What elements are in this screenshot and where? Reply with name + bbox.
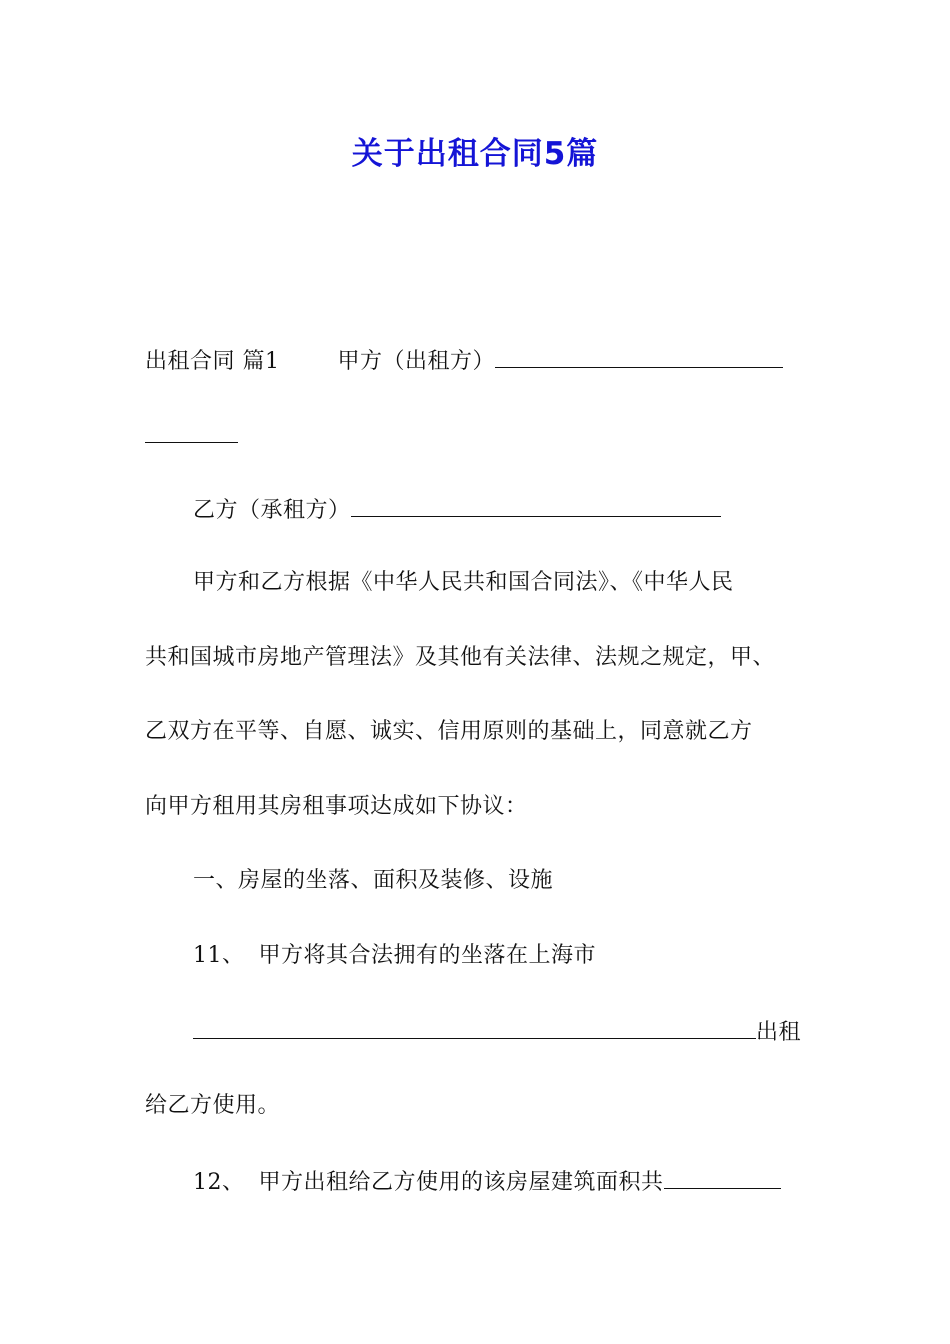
party-b-label: 乙方（承租方） <box>193 498 351 523</box>
clause-1-heading: 一、房屋的坐落、面积及装修、设施 <box>193 868 554 893</box>
paragraph-1-line-2: 共和国城市房地产管理法》及其他有关法律、法规之规定，甲、 <box>145 645 776 670</box>
party-b-blank <box>351 494 721 517</box>
paragraph-1-line-3: 乙双方在平等、自愿、诚实、信用原则的基础上，同意就乙方 <box>145 719 753 744</box>
party-a-row <box>145 345 783 377</box>
paragraph-1-line-4: 向甲方租用其房租事项达成如下协议： <box>145 794 528 819</box>
section-heading: 出租合同 篇1 <box>145 349 280 374</box>
clause-11-suffix: 出租 <box>756 1020 802 1045</box>
clause-11-end: 给乙方使用。 <box>145 1093 281 1118</box>
clause-11-blank-row <box>193 1016 801 1048</box>
party-a-label: 甲方（出租方） <box>337 349 496 374</box>
paragraph-1-line-1: 甲方和乙方根据《中华人民共和国合同法》、《中华人民 <box>193 570 734 595</box>
party-a-blank <box>495 345 783 368</box>
clause-12-number: 12、 <box>193 1170 245 1195</box>
party-b-row <box>193 494 721 526</box>
clause-11-text: 甲方将其合法拥有的坐落在上海市 <box>258 943 597 968</box>
party-a-blank-continued <box>145 420 238 443</box>
clause-12-area-blank <box>664 1166 781 1189</box>
clause-11-address-blank <box>193 1016 756 1039</box>
party-a-blank-continued-row <box>145 420 238 452</box>
clause-11-number: 11、 <box>193 943 245 968</box>
clause-12-row <box>193 1166 781 1198</box>
document-title: 关于出租合同5篇 <box>351 136 599 172</box>
clause-12-text: 甲方出租给乙方使用的该房屋建筑面积共 <box>258 1170 664 1195</box>
clause-11-row <box>193 941 596 971</box>
